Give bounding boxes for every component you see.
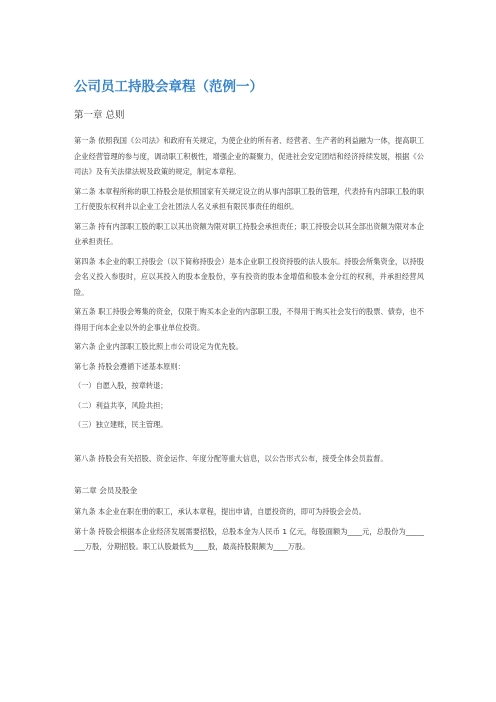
principle-1: （一）自愿入股，按章转退； — [74, 381, 168, 390]
chapter-2-heading: 第二章 会员及股金 — [74, 486, 138, 495]
article-2: 第二条 本章程所称的职工持股会是依照国家有关规定设立的从事内部职工股的管理，代表持有内部职工股的职工行使股东权利并以企业工会社团法人名义承担有限民事责任的组织。 — [74, 186, 424, 211]
principle-3: （三）独立建账，民主管理。 — [74, 420, 168, 429]
article-4: 第四条 本企业的职工持股会（以下简称持股会）是本企业职工投资持股的法人股东。持股会所集资金，以持股会名义投入参股时，应以其投入的股本金股份，享有投资的股本金增值和股本金分红的权利，并承担经营风险。 — [74, 256, 424, 297]
article-7: 第七条 持股会遵循下述基本原则： — [74, 361, 185, 371]
article-9: 第九条 本企业在职在册的职工，承认本章程，提出申请，自愿投资的，即可为持股会会员。 — [74, 507, 366, 516]
principle-2: （二）利益共享，风险共担； — [74, 400, 168, 410]
article-1: 第一条 依照我国《公司法》和政府有关规定，为使企业的所有者、经营者、生产者的利益融为一体，提高职工企业经营管理的参与度，调动职工积极性，增强企业的凝聚力，促进社会安定团结和经济持续发展，根据《公司法》及有关法律法规及政策的规定，制定本章程。 — [74, 136, 424, 176]
article-10: 第十条 持股会根据本企业经济发展需要招股，总股本金为人民币 1 亿元，每股面额为____元，总股份为________万股，分期招股。职工认股最低为____股，最高持股限额为____万股。 — [74, 526, 424, 551]
article-5: 第五条 职工持股会筹集的资金，仅限于购买本企业的内部职工股，不得用于购买社会发行的股票、债券，也不得用于向本企业以外的企事业单位投资。 — [74, 307, 424, 332]
document-page — [74, 78, 424, 559]
article-3: 第三条 持有内部职工股的职工以其出资额为限对职工持股会承担责任；职工持股会以其全部出资额为限对本企业承担责任。 — [74, 221, 424, 246]
document-title: 公司员工持股会章程（范例一） — [74, 79, 263, 95]
article-6: 第六条 企业内部职工股比照上市公司设定为优先股。 — [74, 342, 243, 351]
section-spacer — [74, 437, 424, 451]
section-spacer — [74, 470, 424, 484]
chapter-1-heading: 第一章 总则 — [74, 110, 125, 121]
article-8: 第八条 持股会有关招股、资金运作、年度分配等重大信息，以公告形式公布，接受全体会员监督。 — [74, 453, 388, 463]
